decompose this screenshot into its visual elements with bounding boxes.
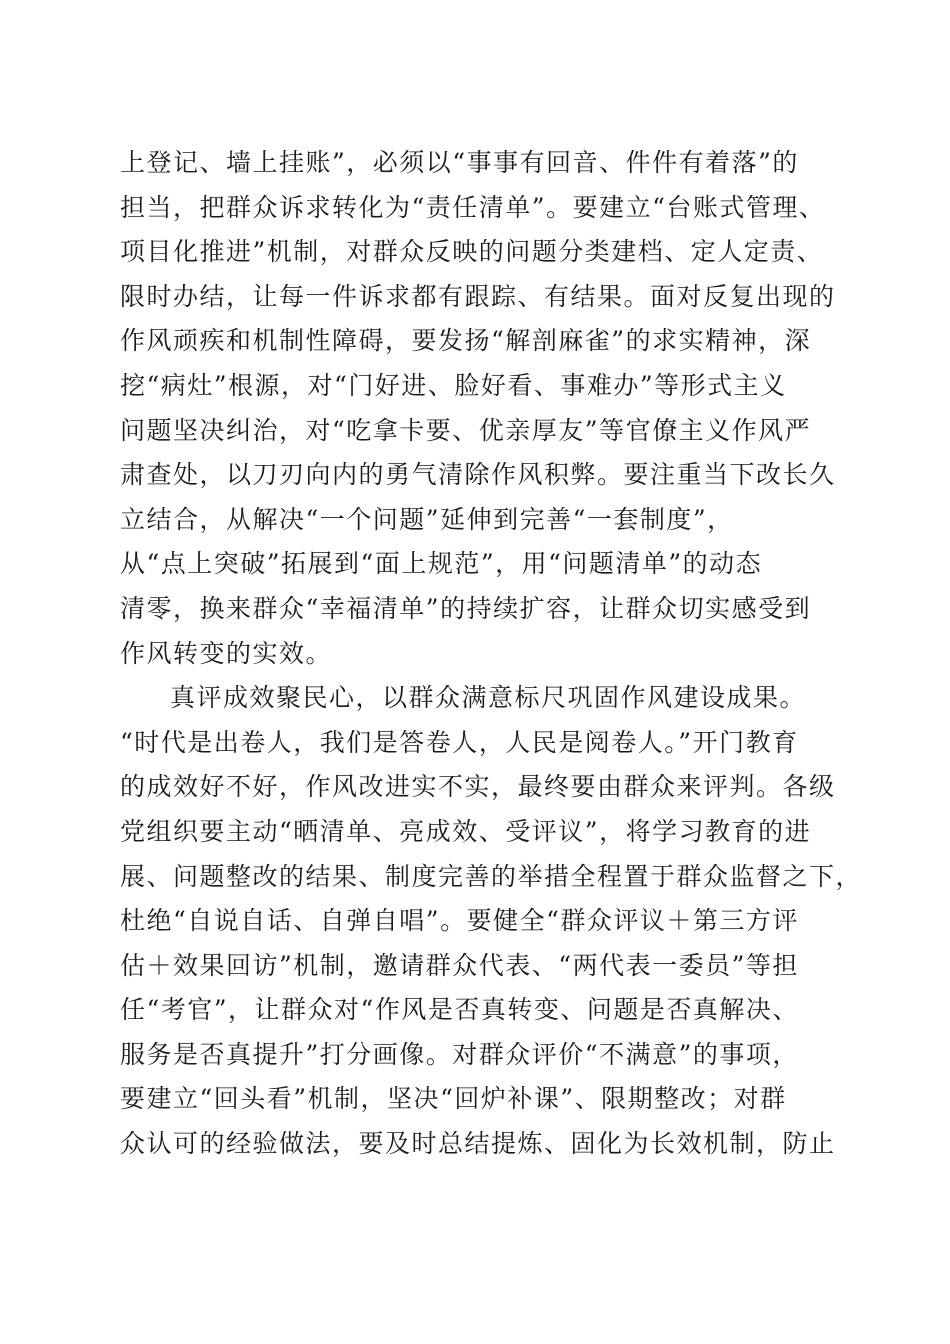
text-line: 肃查处，以刀刃向内的勇气清除作风积弊。要注重当下改长久 bbox=[120, 460, 836, 490]
text-line: 限时办结，让每一件诉求都有跟踪、有结果。面对反复出现的 bbox=[120, 281, 836, 311]
text-line: 问题坚决纠治，对“吃拿卡要、优亲厚友”等官僚主义作风严 bbox=[120, 415, 812, 445]
paragraph-start-line: 真评成效聚民心，以群众满意标尺巩固作风建设成果。 bbox=[170, 683, 807, 713]
text-line: 担当，把群众诉求转化为“责任清单”。要建立“台账式管理、 bbox=[120, 192, 826, 222]
text-line: 项目化推进”机制，对群众反映的问题分类建档、定人定责、 bbox=[120, 237, 824, 267]
text-line: 展、问题整改的结果、制度完善的举措全程置于群众监督之下， bbox=[120, 861, 863, 891]
text-line: 清零，换来群众“幸福清单”的持续扩容，让群众切实感受到 bbox=[120, 593, 812, 623]
text-line: 估＋效果回访”机制，邀请群众代表、“两代表一委员”等担 bbox=[120, 950, 799, 980]
text-line: 作风顽疾和机制性障碍，要发扬“解剖麻雀”的求实精神，深 bbox=[120, 326, 812, 356]
text-line: 任“考官”，让群众对“作风是否真转变、问题是否真解决、 bbox=[120, 995, 799, 1025]
text-line: 要建立“回头看”机制，坚决“回炉补课”、限期整改；对群 bbox=[120, 1084, 787, 1114]
text-line: “时代是出卷人，我们是答卷人，人民是阅卷人。”开门教育 bbox=[120, 727, 799, 757]
text-line: 立结合，从解决“一个问题”延伸到完善“一套制度”， bbox=[120, 504, 734, 534]
text-line: 党组织要主动“晒清单、亮成效、受评议”，将学习教育的进 bbox=[120, 816, 812, 846]
text-line: 从“点上突破”拓展到“面上规范”，用“问题清单”的动态 bbox=[120, 549, 763, 579]
text-line: 服务是否真提升”打分画像。对群众评价“不满意”的事项， bbox=[120, 1039, 799, 1069]
text-line: 众认可的经验做法，要及时总结提炼、固化为长效机制，防止 bbox=[120, 1129, 836, 1159]
body-text bbox=[120, 141, 863, 1167]
text-line: 上登记、墙上挂账”，必须以“事事有回音、件件有着落”的 bbox=[120, 148, 799, 177]
text-line: 的成效好不好，作风改进实不实，最终要由群众来评判。各级 bbox=[120, 772, 836, 802]
text-line: 杜绝“自说自话、自弹自唱”。要健全“群众评议＋第三方评 bbox=[120, 906, 799, 936]
text-line: 挖“病灶”根源，对“门好进、脸好看、事难办”等形式主义 bbox=[120, 370, 787, 400]
text-line: 作风转变的实效。 bbox=[120, 638, 333, 668]
